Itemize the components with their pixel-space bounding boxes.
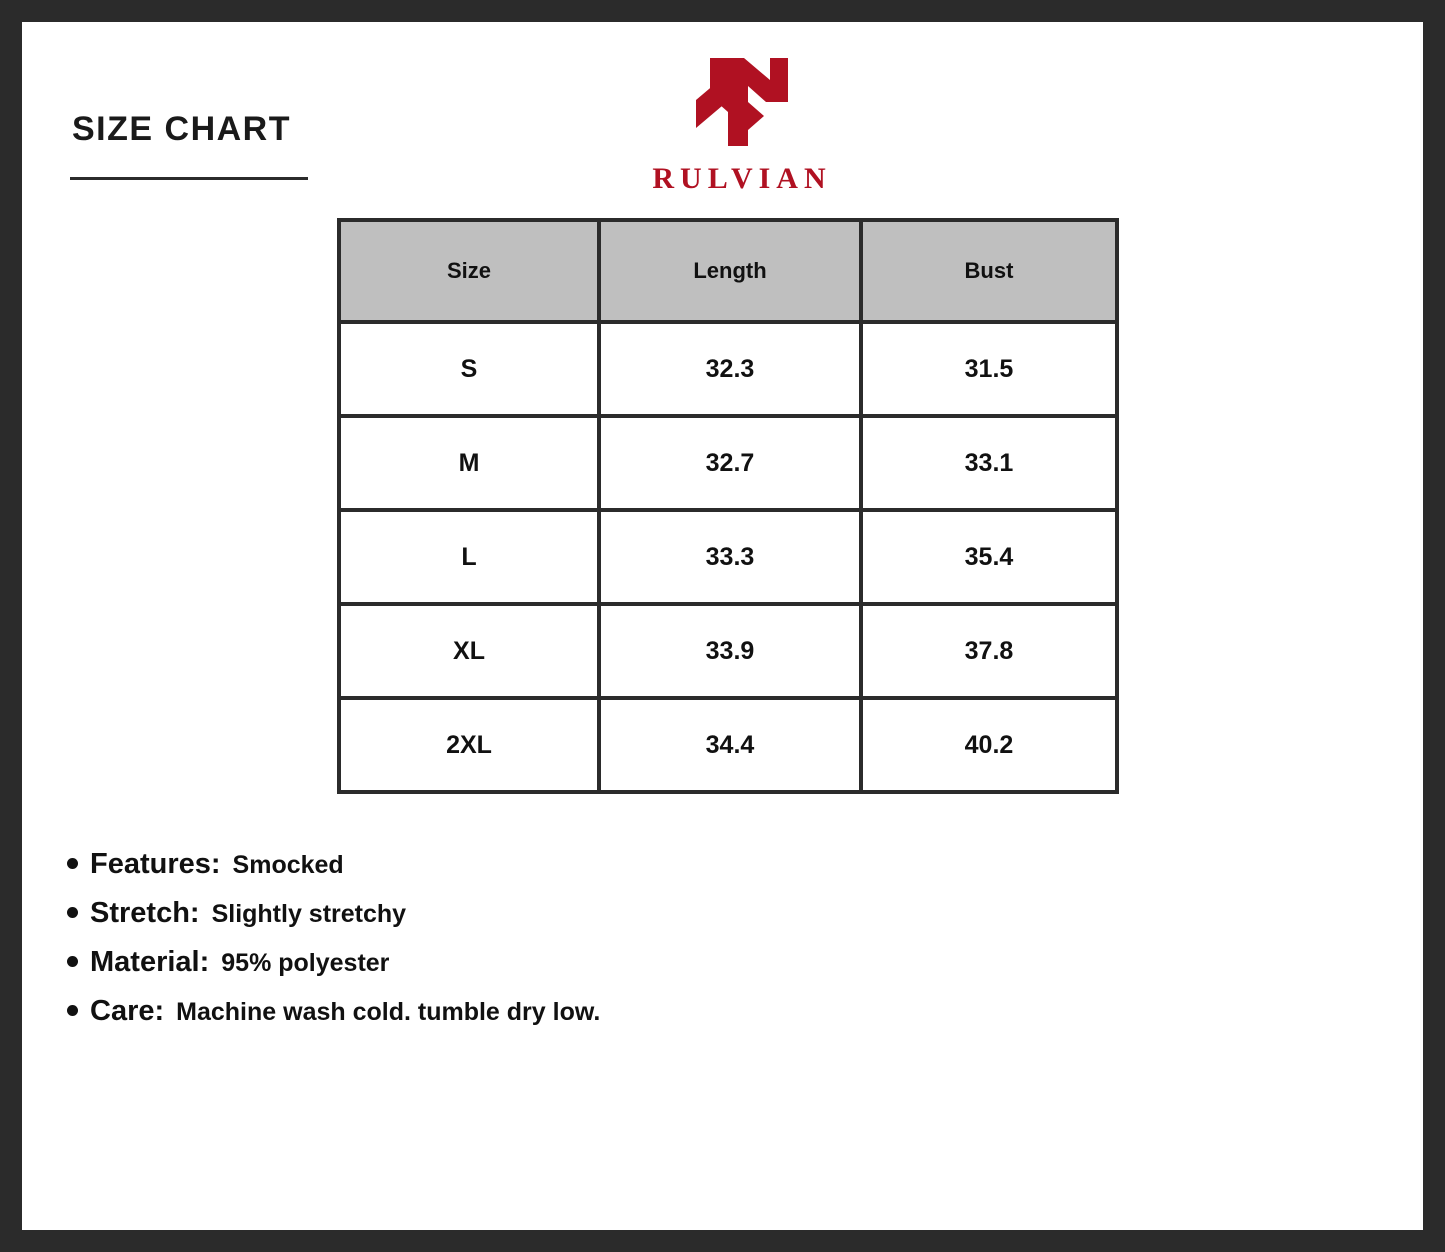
detail-value: Slightly stretchy (211, 900, 407, 928)
detail-label: Stretch: (90, 897, 200, 929)
table-row (341, 700, 1115, 790)
bullet-icon (67, 1005, 78, 1016)
detail-label: Material: (90, 946, 210, 978)
cell-length: 33.9 (601, 606, 859, 696)
detail-value: 95% polyester (221, 949, 390, 977)
title-block (70, 110, 330, 180)
detail-label: Care: (90, 995, 165, 1027)
cell-bust: 35.4 (863, 512, 1115, 602)
brand-name: RULVIAN (652, 162, 832, 195)
list-item (67, 946, 1067, 979)
cell-size: L (341, 512, 597, 602)
cell-bust: 40.2 (863, 700, 1115, 790)
title-divider (70, 177, 308, 180)
table-header-bust: Bust (863, 222, 1115, 320)
size-table-wrapper (337, 218, 1107, 794)
list-item (67, 995, 1067, 1028)
table-header-length: Length (601, 222, 859, 320)
cell-bust: 37.8 (863, 606, 1115, 696)
cell-length: 32.3 (601, 324, 859, 414)
page-inner (22, 22, 1423, 1230)
table-header-size: Size (341, 222, 597, 320)
cell-length: 32.7 (601, 418, 859, 508)
cell-size: 2XL (341, 700, 597, 790)
rulvian-monogram-icon (676, 50, 808, 154)
detail-value: Smocked (232, 851, 344, 879)
size-table (337, 218, 1119, 794)
page-title: SIZE CHART (72, 110, 291, 148)
bullet-icon (67, 956, 78, 967)
list-item (67, 848, 1067, 881)
table-row (341, 324, 1115, 414)
brand-logo (622, 50, 862, 196)
list-item (67, 897, 1067, 930)
cell-size: M (341, 418, 597, 508)
cell-bust: 33.1 (863, 418, 1115, 508)
table-row (341, 418, 1115, 508)
details-list (67, 848, 1067, 1044)
cell-bust: 31.5 (863, 324, 1115, 414)
cell-length: 34.4 (601, 700, 859, 790)
detail-value: Machine wash cold. tumble dry low. (176, 998, 601, 1026)
cell-size: S (341, 324, 597, 414)
bullet-icon (67, 907, 78, 918)
table-row (341, 512, 1115, 602)
cell-size: XL (341, 606, 597, 696)
cell-length: 33.3 (601, 512, 859, 602)
detail-label: Features: (90, 848, 221, 880)
bullet-icon (67, 858, 78, 869)
table-header-row (341, 222, 1115, 320)
table-row (341, 606, 1115, 696)
